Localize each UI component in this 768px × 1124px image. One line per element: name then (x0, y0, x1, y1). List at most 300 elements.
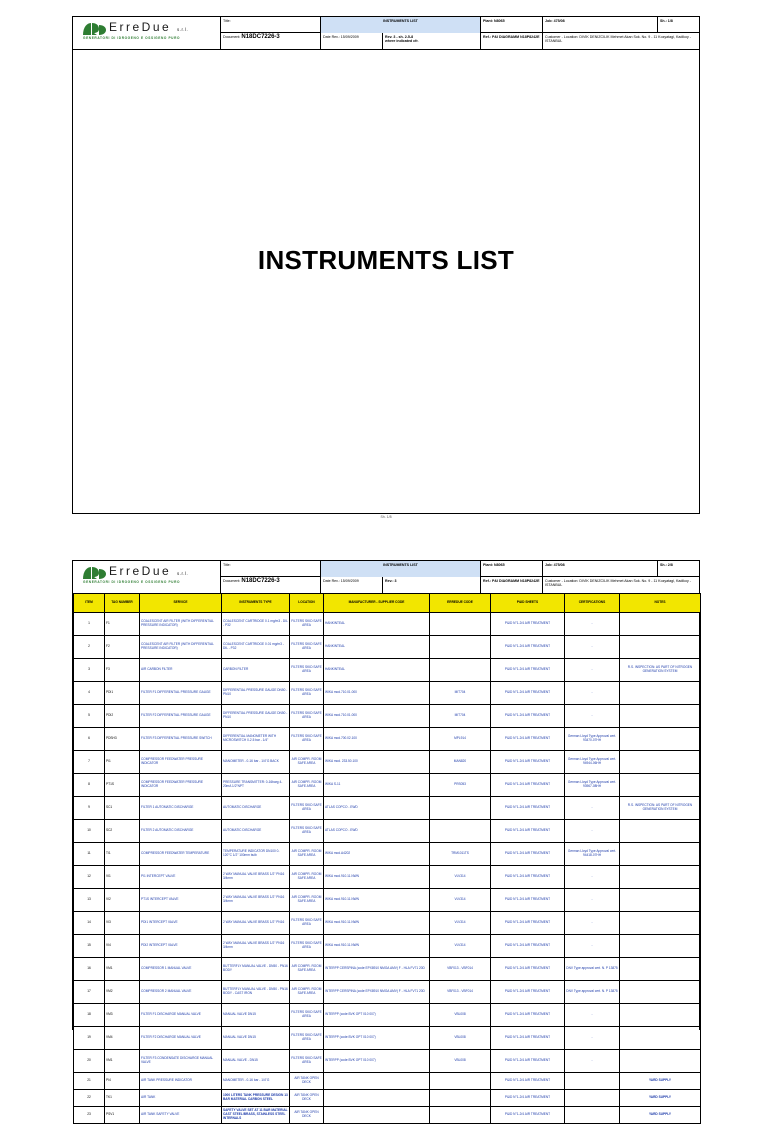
table-cell-type: DIFFERENTIAL PRESSURE GAUGE DN50 - PN10 (222, 682, 290, 705)
table-cell-notes (620, 820, 701, 843)
table-cell-service: AIR TANK PRESSURE INDICATOR (140, 1073, 222, 1090)
table-cell-service: FILTER F3 CONDENSATE DISCHARGE MANUAL VALVE (140, 1050, 222, 1073)
table-cell-pid: P&ID N°1-2/4 AIR TREATMENT (491, 1004, 565, 1027)
table-cell-location: AIR COMPR. ROOM SAFE AREA (290, 843, 324, 866)
table-cell-service: FILTER 1 AUTOMATIC DISCHARGE (140, 797, 222, 820)
table-cell-type: MANUAL VALVE - DN15 (222, 1050, 290, 1073)
table-cell-code: VBL008 (430, 1050, 491, 1073)
table-cell-code: VLV314 (430, 866, 491, 889)
table-row (74, 682, 701, 705)
table-cell-manufacturer: WIKA mod.910.11.NWN (324, 866, 430, 889)
table-cell-cert: German Lloyd Type Approval cert. 93967-08HH (565, 774, 620, 797)
table-cell-type: 2 WAY MANUAL VALVE BRASS 1/2" PN16 3/4mm (222, 866, 290, 889)
table-cell-type: 2 WAY MANUAL VALVE BRASS 1/2" PN16 3/4mm (222, 889, 290, 912)
date-rev: Date Rev.: 15/09/2009 (321, 577, 383, 593)
table-body (74, 613, 701, 1124)
table-cell-pid: P&ID N°1-2/4 AIR TREATMENT (491, 981, 565, 1004)
table-cell-location: FILTERS SKID SAFE AREA (290, 636, 324, 659)
table-cell-service: COMPRESSOR FEEDWATER TEMPERATURE (140, 843, 222, 866)
column-header: ITEM (74, 594, 105, 613)
table-cell-item: 11 (74, 843, 105, 866)
table-cell-manufacturer: INTERPP CERSPINA (code EPX8910 NMGA AMV) F - HLA FV71 20D (324, 981, 430, 1004)
table-cell-location: AIR COMPR. ROOM SAFE AREA (290, 774, 324, 797)
table-cell-cert: German Lloyd Type Approval cert. 93470-07HH (565, 728, 620, 751)
table-cell-location: FILTERS SKID SAFE AREA (290, 935, 324, 958)
table-cell-location: FILTERS SKID SAFE AREA (290, 613, 324, 636)
table-cell-pid: P&ID N°1-2/4 AIR TREATMENT (491, 682, 565, 705)
table-row (74, 1073, 701, 1090)
table-cell-code: VBL008 (430, 1027, 491, 1050)
table-cell-manufacturer: WIKA mod. 233.50.100 (324, 751, 430, 774)
table-row (74, 728, 701, 751)
erredue-logo-icon (81, 21, 107, 37)
table-cell-cert: - (565, 1027, 620, 1050)
reference-field: Ref.: P&I DIAGRAMM N18P8242E (481, 33, 543, 49)
table-cell-code (430, 636, 491, 659)
table-row (74, 1027, 701, 1050)
job-label: Job: 475/08 (543, 561, 658, 577)
table-cell-code (430, 1073, 491, 1090)
table-cell-cert: German Lloyd Type Approval cert. 94418-07HH (565, 843, 620, 866)
column-header: TAG NUMBER (105, 594, 140, 613)
title-value: INSTRUMENTS LIST (321, 17, 481, 33)
table-cell-type: CARBON FILTER (222, 659, 290, 682)
table-cell-location: FILTERS SKID SAFE AREA (290, 820, 324, 843)
table-cell-cert: - (565, 889, 620, 912)
table-cell-pid: P&ID N°1-2/4 AIR TREATMENT (491, 935, 565, 958)
table-cell-service: FILTER F3 DIFFERENTIAL PRESSURE SWITCH (140, 728, 222, 751)
table-cell-item: 17 (74, 981, 105, 1004)
table-cell-location: FILTERS SKID SAFE AREA (290, 1027, 324, 1050)
table-cell-item: 5 (74, 705, 105, 728)
table-cell-type: AUTOMATIC DISCHARGE (222, 820, 290, 843)
table-cell-tag: SC2 (105, 820, 140, 843)
table-cell-notes (620, 958, 701, 981)
table-cell-manufacturer: ATLAS COPCO - EWD (324, 797, 430, 820)
table-cell-type: MANUAL VALVE DN15 (222, 1004, 290, 1027)
table-cell-pid: P&ID N°1-2/4 AIR TREATMENT (491, 636, 565, 659)
table-cell-service: PDI1 INTERCEPT VALVE (140, 912, 222, 935)
table-cell-cert (565, 1073, 620, 1090)
table-row (74, 1107, 701, 1124)
table-cell-type: DIFFERENTIAL MANOMETER WITH MICROSWITCH 0-2.5 bar - 1/4" (222, 728, 290, 751)
table-cell-manufacturer: WIKA mod.710.01.000 (324, 682, 430, 705)
table-cell-service: FILTER 2 AUTOMATIC DISCHARGE (140, 820, 222, 843)
table-cell-pid: P&ID N°1-2/4 AIR TREATMENT (491, 728, 565, 751)
sheet-number: Sh.: 1/8 (660, 19, 673, 23)
table-cell-notes (620, 843, 701, 866)
table-cell-location: AIR COMPR. ROOM SAFE AREA (290, 981, 324, 1004)
customer-field: Customer - Location: DIVIK DENIZCILIK Mehmet Akan Sok. No. 9 - 11 Kozyatagi, Kadikoy - ISTANBUL (545, 35, 691, 44)
table-cell-type: SAFETY VALVE SET AT 11 BAR MATERIAL CAST STEEL/BRASS, STAINLESS STEEL INTERNALS (222, 1107, 290, 1124)
table-cell-pid: P&ID N°1-2/4 AIR TREATMENT (491, 1027, 565, 1050)
table-cell-manufacturer: ATLAS COPCO - EWD (324, 820, 430, 843)
table-row (74, 636, 701, 659)
erredue-logo (73, 561, 221, 593)
table-cell-code: VBF013 - VBF014 (430, 958, 491, 981)
table-cell-tag: VM3 (105, 1004, 140, 1027)
table-cell-item: 7 (74, 751, 105, 774)
date-rev: Date Rev.: 15/09/2009 (321, 33, 383, 49)
table-cell-manufacturer: WIKA mod.910.11.NWN (324, 912, 430, 935)
table-cell-manufacturer: WIKA mod.710.01.000 (324, 705, 430, 728)
table-cell-notes (620, 912, 701, 935)
table-cell-pid: P&ID N°1-2/4 AIR TREATMENT (491, 797, 565, 820)
column-header: P&ID SHEETS (491, 594, 565, 613)
table-cell-notes (620, 1050, 701, 1073)
table-cell-cert: - (565, 1050, 620, 1073)
table-cell-pid: P&ID N°1-2/4 AIR TREATMENT (491, 613, 565, 636)
table-cell-type: 1000 LITERS TANK PRESSURE DESIGN 13 BAR MATERIAL CARBON STEEL (222, 1090, 290, 1107)
table-cell-type: MANOMETER - 0-16 bar - 1/4"G (222, 1073, 290, 1090)
column-header: SERVICE (140, 594, 222, 613)
table-cell-manufacturer: HANKINTEAL (324, 613, 430, 636)
table-cell-manufacturer: WIKA mod.910.11.NWN (324, 935, 430, 958)
table-cell-pid: P&ID N°1-2/4 AIR TREATMENT (491, 659, 565, 682)
table-cell-location: AIR TANK OPEN DECK (290, 1073, 324, 1090)
table-row (74, 889, 701, 912)
table-row (74, 912, 701, 935)
table-cell-type: DIFFERENTIAL PRESSURE GAUGE DN50 - PN10 (222, 705, 290, 728)
table-cell-pid: P&ID N°1-2/4 AIR TREATMENT (491, 1073, 565, 1090)
table-cell-pid: P&ID N°1-2/4 AIR TREATMENT (491, 1050, 565, 1073)
logo-name: ErreDue s.r.l. (109, 564, 189, 578)
table-cell-cert: - (565, 866, 620, 889)
table-cell-location: FILTERS SKID SAFE AREA (290, 705, 324, 728)
table-cell-tag: F3 (105, 659, 140, 682)
table-cell-item: 22 (74, 1090, 105, 1107)
table-cell-item: 8 (74, 774, 105, 797)
table-cell-location: AIR COMPR. ROOM SAFE AREA (290, 889, 324, 912)
table-row (74, 866, 701, 889)
table-header-row (74, 594, 701, 613)
table-cell-notes: R.S. INSPECTION: AS PART OF NITROGEN GENERATION SYSTEM (620, 797, 701, 820)
table-row (74, 1090, 701, 1107)
table-cell-tag: VM1 (105, 958, 140, 981)
table-cell-tag: F1 (105, 613, 140, 636)
table-cell-tag: TI1 (105, 843, 140, 866)
customer-field: Customer - Location: DIVIK DENIZCILIK Mehmet Akan Sok. No. 9 - 11 Kozyatagi, Kadikoy - ISTANBUL (545, 579, 691, 588)
table-cell-manufacturer (324, 1107, 430, 1124)
table-cell-service: FILTER F1 DISCHARGE MANUAL VALVE (140, 1004, 222, 1027)
table-cell-manufacturer: WIKA mod.910.11.NWN (324, 889, 430, 912)
table-cell-service: AIR TANK (140, 1090, 222, 1107)
table-cell-code: TRM1011TS (430, 843, 491, 866)
column-header: ERREDUE CODE (430, 594, 491, 613)
table-cell-type: COALESCENT CARTRIDGE 0.01 mg/m3 - DIL - P32 (222, 636, 290, 659)
table-cell-service: PT1S INTERCEPT VALVE (140, 889, 222, 912)
table-cell-code (430, 820, 491, 843)
table-cell-notes (620, 935, 701, 958)
table-cell-service: PI1 INTERCEPT VALVE (140, 866, 222, 889)
table-cell-tag: VI3 (105, 912, 140, 935)
table-cell-code (430, 797, 491, 820)
table-cell-tag: SC1 (105, 797, 140, 820)
table-cell-pid: P&ID N°1-2/4 AIR TREATMENT (491, 705, 565, 728)
table-cell-tag: PI4 (105, 1073, 140, 1090)
table-cell-cert: - (565, 682, 620, 705)
table-cell-manufacturer (324, 1073, 430, 1090)
table-cell-pid: P&ID N°1-2/4 AIR TREATMENT (491, 1107, 565, 1124)
document-sheet-2 (72, 560, 700, 1120)
table-cell-code (430, 1107, 491, 1124)
table-cell-notes (620, 728, 701, 751)
table-cell-notes (620, 866, 701, 889)
table-cell-cert: DNV Type approval cert. N. P 13875 (565, 981, 620, 1004)
table-cell-item: 6 (74, 728, 105, 751)
table-cell-tag: PI1 (105, 751, 140, 774)
table-cell-manufacturer: WIKA S-11 (324, 774, 430, 797)
table-cell-service: COMPRESSOR FEEDWATER PRESSURE INDICATOR (140, 751, 222, 774)
table-cell-tag: F2 (105, 636, 140, 659)
table-cell-service: COMPRESSOR FEEDWATER PRESSURE INDICATOR (140, 774, 222, 797)
table-cell-item: 23 (74, 1107, 105, 1124)
table-cell-location: AIR COMPR. ROOM SAFE AREA (290, 866, 324, 889)
logo-tagline: GENERATORI DI IDROGENO E OSSIGENO PURO (83, 580, 181, 584)
table-cell-location: FILTERS SKID SAFE AREA (290, 728, 324, 751)
table-cell-notes (620, 682, 701, 705)
table-cell-manufacturer: HANKINTEAL (324, 636, 430, 659)
column-header: INSTRUMENTS TYPE (222, 594, 290, 613)
column-header: NOTES (620, 594, 701, 613)
table-cell-location: FILTERS SKID SAFE AREA (290, 912, 324, 935)
table-cell-notes: R.S. INSPECTION: AS PART OF NITROGEN GENERATION SYSTEM (620, 659, 701, 682)
table-cell-manufacturer (324, 1090, 430, 1107)
table-cell-code: VLV314 (430, 889, 491, 912)
table-cell-manufacturer: HANKINTEAL (324, 659, 430, 682)
table-cell-tag: VM2 (105, 981, 140, 1004)
table-cell-location: AIR TANK OPEN DECK (290, 1090, 324, 1107)
document-sheet-1 (72, 16, 700, 519)
table-cell-item: 19 (74, 1027, 105, 1050)
table-cell-tag: VI4 (105, 935, 140, 958)
plant-label: Plant: N8065 (481, 561, 543, 577)
table-cell-code (430, 659, 491, 682)
job-label: Job: 475/08 (543, 17, 658, 33)
table-cell-location: FILTERS SKID SAFE AREA (290, 659, 324, 682)
table-cell-service: PDI2 INTERCEPT VALVE (140, 935, 222, 958)
table-cell-type: 2 WAY MANUAL VALVE BRASS 1/2" PN16 (222, 912, 290, 935)
table-cell-item: 15 (74, 935, 105, 958)
table-cell-notes (620, 774, 701, 797)
table-cell-notes (620, 981, 701, 1004)
table-cell-code: VBF013 - VBF014 (430, 981, 491, 1004)
sheet-number: Sh.: 2/8 (660, 563, 673, 567)
table-cell-type: MANUAL VALVE DN15 (222, 1027, 290, 1050)
table-cell-notes (620, 705, 701, 728)
table-cell-tag: VI2 (105, 889, 140, 912)
table-row (74, 774, 701, 797)
table-cell-service: COALESCENT AIR FILTER (WITH DIFFERENTIAL PRESSURE INDICATOR) (140, 613, 222, 636)
erredue-logo (73, 17, 221, 49)
table-cell-pid: P&ID N°1-2/4 AIR TREATMENT (491, 912, 565, 935)
table-cell-code: MIT704 (430, 705, 491, 728)
table-cell-notes: YARD SUPPLY (620, 1107, 701, 1124)
table-row (74, 820, 701, 843)
sheet-header (73, 561, 699, 594)
table-cell-code: MIT704 (430, 682, 491, 705)
table-cell-notes (620, 751, 701, 774)
table-cell-service: COMPRESSOR 2 MANUAL VALVE (140, 981, 222, 1004)
title-label: Title: (221, 17, 321, 33)
table-cell-tag: VM4 (105, 1027, 140, 1050)
table-cell-code: MPL914 (430, 728, 491, 751)
table-cell-item: 13 (74, 889, 105, 912)
table-cell-type: MANOMETER - 0-16 bar - 1/4"G BACK (222, 751, 290, 774)
table-cell-manufacturer: WIKA mod.A4202 (324, 843, 430, 866)
table-cell-manufacturer: INTERPP (code BVK OPT 010 007) (324, 1027, 430, 1050)
table-cell-cert: - (565, 1004, 620, 1027)
table-cell-pid: P&ID N°1-2/4 AIR TREATMENT (491, 843, 565, 866)
rev-field: Rev. 3 - sh. 2-5-8 where indicated cfr. (383, 33, 481, 49)
table-row (74, 613, 701, 636)
table-cell-location: AIR TANK OPEN DECK (290, 1107, 324, 1124)
table-cell-item: 4 (74, 682, 105, 705)
table-cell-notes (620, 1027, 701, 1050)
table-cell-cert: - (565, 636, 620, 659)
table-cell-cert: - (565, 705, 620, 728)
table-cell-notes (620, 1004, 701, 1027)
table-cell-item: 20 (74, 1050, 105, 1073)
table-row (74, 705, 701, 728)
table-cell-code: VLV314 (430, 912, 491, 935)
table-cell-type: COALESCENT CARTRIDGE 0.1 mg/m3 - DIL - P32 (222, 613, 290, 636)
table-cell-cert: German Lloyd Type Approval cert. 94944-06HH (565, 751, 620, 774)
table-cell-location: FILTERS SKID SAFE AREA (290, 1004, 324, 1027)
table-cell-code: VBL008 (430, 1004, 491, 1027)
column-header: MANUFACTURER - SUPPLIER CODE (324, 594, 430, 613)
table-row (74, 935, 701, 958)
table-cell-type: 2 WAY MANUAL VALVE BRASS 1/2" PN16 3/4mm (222, 935, 290, 958)
table-cell-notes (620, 889, 701, 912)
table-cell-tag: TK1 (105, 1090, 140, 1107)
table-cell-pid: P&ID N°1-2/4 AIR TREATMENT (491, 774, 565, 797)
table-cell-item: 2 (74, 636, 105, 659)
table-cell-manufacturer: WIKA mod.700.02.100 (324, 728, 430, 751)
table-cell-pid: P&ID N°1-2/4 AIR TREATMENT (491, 958, 565, 981)
table-cell-service: FILTER F2 DISCHARGE MANUAL VALVE (140, 1027, 222, 1050)
table-cell-tag: PT1S (105, 774, 140, 797)
table-cell-type: BUTTERFLY MANUAL VALVE - DN50 - PN16 BODY - CAST IRON (222, 981, 290, 1004)
table-row (74, 981, 701, 1004)
plant-label: Plant: N8065 (481, 17, 543, 33)
table-cell-tag: VM1 (105, 1050, 140, 1073)
table-cell-notes (620, 636, 701, 659)
document-field: Document: N18DC7226-3 (221, 577, 321, 593)
title-label: Title: (221, 561, 321, 577)
table-cell-cert: - (565, 659, 620, 682)
table-cell-service: COALESCENT AIR FILTER (WITH DIFFERENTIAL PRESSURE INDICATOR) (140, 636, 222, 659)
table-cell-type: PRESSURE TRANSMITTER: 0-16barg 4-20mA 1/2"NPT (222, 774, 290, 797)
table-cell-location: AIR COMPR. ROOM SAFE AREA (290, 751, 324, 774)
table-cell-item: 16 (74, 958, 105, 981)
table-cell-cert: DNV Type approval cert. N. P 13875 (565, 958, 620, 981)
table-cell-code (430, 1090, 491, 1107)
table-cell-code: MAN820 (430, 751, 491, 774)
table-cell-item: 12 (74, 866, 105, 889)
table-cell-item: 14 (74, 912, 105, 935)
table-cell-service: AIR CARBON FILTER (140, 659, 222, 682)
table-cell-pid: P&ID N°1-2/4 AIR TREATMENT (491, 820, 565, 843)
table-cell-pid: P&ID N°1-2/4 AIR TREATMENT (491, 889, 565, 912)
table-cell-manufacturer: INTERPP (code BVK OPT 010 007) (324, 1050, 430, 1073)
table-cell-service: COMPRESSOR 1 MANUAL VALVE (140, 958, 222, 981)
sheet-header (73, 17, 699, 50)
instruments-table (73, 593, 701, 1124)
erredue-logo-icon (81, 565, 107, 581)
table-cell-type: BUTTERFLY MANUAL VALVE - DN50 - PN16 BODY (222, 958, 290, 981)
table-cell-location: FILTERS SKID SAFE AREA (290, 797, 324, 820)
table-cell-cert: - (565, 613, 620, 636)
table-cell-notes (620, 613, 701, 636)
table-row (74, 797, 701, 820)
table-cell-manufacturer: INTERPP (code BVK OPT 010 007) (324, 1004, 430, 1027)
table-cell-cert (565, 1090, 620, 1107)
table-cell-code (430, 613, 491, 636)
table-cell-tag: PDSH3 (105, 728, 140, 751)
table-cell-location: AIR COMPR. ROOM SAFE AREA (290, 958, 324, 981)
table-row (74, 958, 701, 981)
table-cell-manufacturer: INTERPP CERSPINA (code EPX8910 NMGA AMV) F - HLA FV71 20D (324, 958, 430, 981)
table-cell-pid: P&ID N°1-2/4 AIR TREATMENT (491, 751, 565, 774)
table-cell-cert: - (565, 820, 620, 843)
table-row (74, 843, 701, 866)
table-cell-code: PRS053 (430, 774, 491, 797)
table-cell-cert (565, 1107, 620, 1124)
table-cell-tag: PDI2 (105, 705, 140, 728)
table-cell-item: 10 (74, 820, 105, 843)
rev-field: Rev.: 3 (383, 577, 481, 593)
table-cell-service: FILTER F1 DIFFERENTIAL PRESSURE GAUGE (140, 682, 222, 705)
table-cell-service: AIR TANK SAFETY VALVE (140, 1107, 222, 1124)
table-cell-type: AUTOMATIC DISCHARGE (222, 797, 290, 820)
table-row (74, 1004, 701, 1027)
table-cell-service: FILTER F2 DIFFERENTIAL PRESSURE GAUGE (140, 705, 222, 728)
table-cell-item: 21 (74, 1073, 105, 1090)
table-cell-tag: VI1 (105, 866, 140, 889)
document-field: Document: N18DC7226-3 (221, 33, 321, 49)
table-cell-tag: PDI1 (105, 682, 140, 705)
table-cell-type: TEMPERATURE INDICATOR DN100 0-120°C 1/2" 100mm bulb (222, 843, 290, 866)
column-header: CERTIFICATIONS (565, 594, 620, 613)
column-header: LOCATION (290, 594, 324, 613)
table-cell-code: VLV314 (430, 935, 491, 958)
logo-tagline: GENERATORI DI IDROGENO E OSSIGENO PURO (83, 36, 181, 40)
table-cell-item: 9 (74, 797, 105, 820)
table-cell-item: 1 (74, 613, 105, 636)
table-cell-item: 18 (74, 1004, 105, 1027)
title-value: INSTRUMENTS LIST (321, 561, 481, 577)
page-footer: Sh. 1/8 (380, 515, 392, 519)
table-cell-pid: P&ID N°1-2/4 AIR TREATMENT (491, 1090, 565, 1107)
table-row (74, 1050, 701, 1073)
reference-field: Ref.: P&I DIAGRAMM N18P8242E (481, 577, 543, 593)
table-cell-cert: - (565, 912, 620, 935)
table-row (74, 751, 701, 774)
table-cell-tag: PSV1 (105, 1107, 140, 1124)
table-cell-location: FILTERS SKID SAFE AREA (290, 1050, 324, 1073)
table-cell-cert: - (565, 935, 620, 958)
logo-name: ErreDue s.r.l. (109, 20, 189, 34)
table-cell-notes: YARD SUPPLY (620, 1073, 701, 1090)
cover-title: INSTRUMENTS LIST (257, 245, 515, 275)
table-cell-cert: - (565, 797, 620, 820)
table-cell-item: 3 (74, 659, 105, 682)
table-cell-notes: YARD SUPPLY (620, 1090, 701, 1107)
table-cell-location: FILTERS SKID SAFE AREA (290, 682, 324, 705)
table-row (74, 659, 701, 682)
table-cell-pid: P&ID N°1-2/4 AIR TREATMENT (491, 866, 565, 889)
